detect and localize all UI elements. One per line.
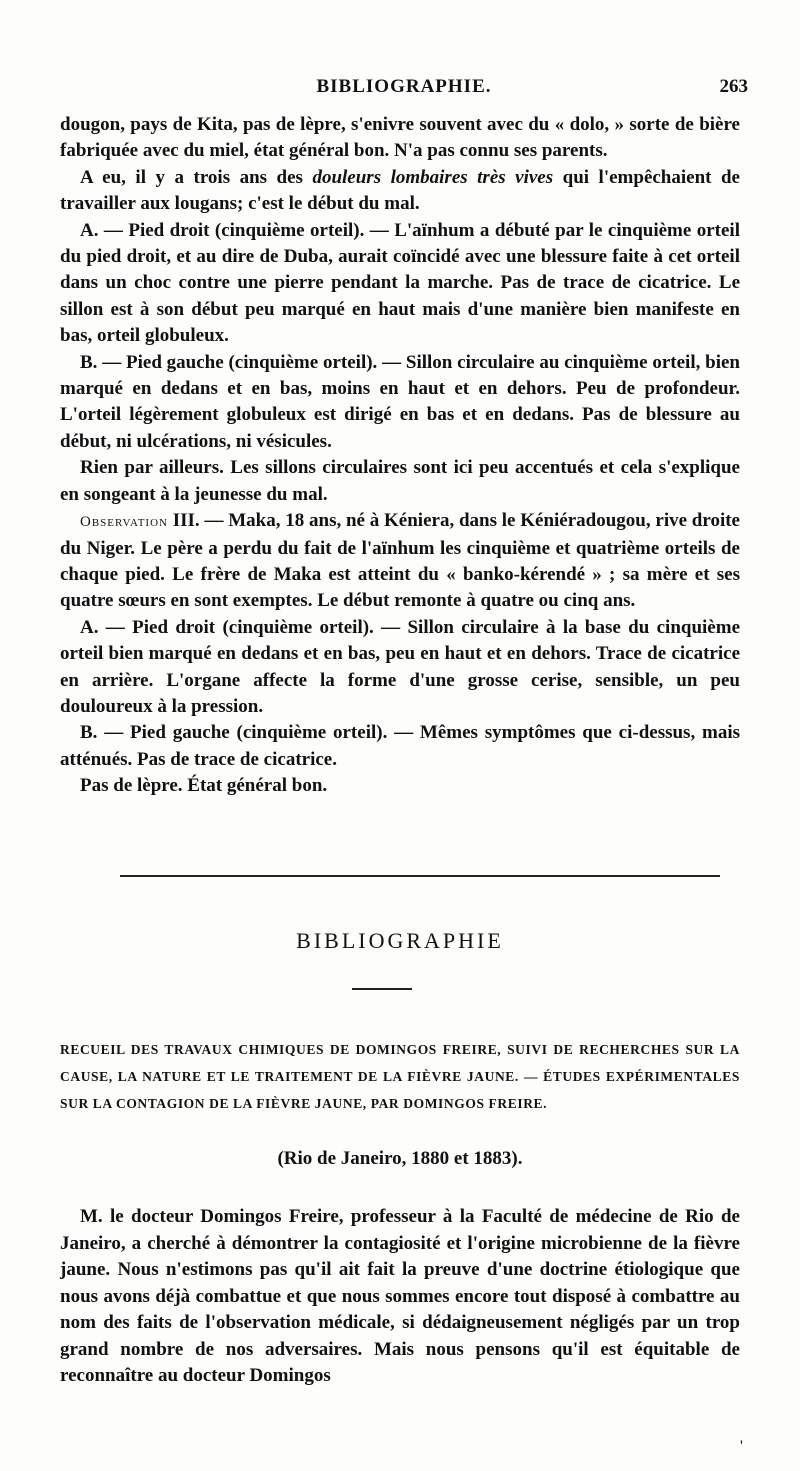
- reference-place: (Rio de Janeiro, 1880 et 1883).: [277, 1148, 523, 1169]
- section-divider: [120, 875, 720, 877]
- observation-label: Observation: [80, 514, 168, 531]
- stray-mark: ': [740, 1438, 743, 1455]
- title-underline: [352, 988, 412, 990]
- paragraph: Rien par ailleurs. Les sillons circulaires sont ici peu accentués et cela s'explique en songeant à la jeunesse du mal.: [60, 457, 740, 505]
- case-observations: [60, 112, 740, 800]
- page-number: 263: [719, 76, 748, 97]
- text-run: qui l'empêchaient de travailler aux lougans; c'est le début du mal.: [60, 166, 740, 215]
- paragraph: [60, 165, 740, 218]
- paragraph: B. — Pied gauche (cinquième orteil). — Mêmes symptômes que ci-dessus, mais atténués. Pas de trace de cicatrice.: [60, 722, 740, 770]
- page-header: [60, 76, 748, 104]
- paragraph: dougon, pays de Kita, pas de lèpre, s'enivre souvent avec du « dolo, » sorte de bière fabriquée avec du miel, état général bon. N'a pas connu ses parents.: [60, 114, 740, 162]
- paragraph: [60, 508, 740, 615]
- paragraph: B. — Pied gauche (cinquième orteil). — Sillon circulaire au cinquième orteil, bien marqué en dedans et en bas, moins en haut et en dehors. Peu de profondeur. L'orteil légèrement globuleux est dirigé en bas et en dedans. Pas de blessure au début, ni ulcérations, ni vésicules.: [60, 351, 740, 452]
- section-title: BIBLIOGRAPHIE: [296, 928, 504, 953]
- text-run: A eu, il y a trois ans des: [80, 166, 313, 188]
- running-title: BIBLIOGRAPHIE.: [316, 76, 492, 97]
- review-body: [60, 1204, 740, 1390]
- paragraph: M. le docteur Domingos Freire, professeur à la Faculté de médecine de Rio de Janeiro, a cherché à démontrer la contagiosité et l'origine microbienne de la fièvre jaune. Nous n'estimons pas qu'il ait fait la preuve d'une doctrine étiologique que nous avons déjà combattue et que nous sommes encore tout disposé à combattre au nom des faits de l'observation médicale, si dédaigneusement négligés par un trop grand nombre de nos adversaires. Mais nous pensons qu'il est équitable de reconnaître au docteur Domingos: [60, 1206, 740, 1386]
- paragraph: A. — Pied droit (cinquième orteil). — L'aïnhum a débuté par le cinquième orteil du pied droit, et au dire de Duba, aurait coïncidé avec une blessure faite à cet orteil dans un choc contre une pierre pendant la marche. Pas de trace de cicatrice. Le sillon est à son début peu marqué en haut mais d'une manière bien manifeste en bas, orteil globuleux.: [60, 219, 740, 347]
- text-run: III. — Maka, 18 ans, né à Kéniera, dans le Kéniéradougou, rive droite du Niger. Le père a perdu du fait de l'aïnhum les cinquième et quatrième orteils de chaque pied. Le frère de Maka est atteint du « banko-kérendé » ; sa mère et ses quatre sœurs en sont exemptes. Le début remonte à quatre ou cinq ans.: [60, 510, 740, 612]
- paragraph: A. — Pied droit (cinquième orteil). — Sillon circulaire à la base du cinquième orteil bien marqué en dedans et en bas, peu en haut et en dehors. Trace de cicatrice en arrière. L'organe affecte la forme d'une grosse cerise, sensible, un peu douloureux à la pression.: [60, 616, 740, 717]
- emphasis: douleurs lombaires très vives: [312, 166, 554, 188]
- paragraph: Pas de lèpre. État général bon.: [80, 775, 328, 797]
- reference-title: RECUEIL DES TRAVAUX CHIMIQUES DE DOMINGOS FREIRE, SUIVI DE RECHERCHES SUR LA CAUSE, LA NATURE ET LE TRAITEMENT DE LA FIÈVRE JAUNE. — ÉTUDES EXPÉRIMENTALES SUR LA CONTAGION DE LA FIÈVRE JAUNE, PAR DOMINGOS FREIRE.: [60, 1042, 740, 1111]
